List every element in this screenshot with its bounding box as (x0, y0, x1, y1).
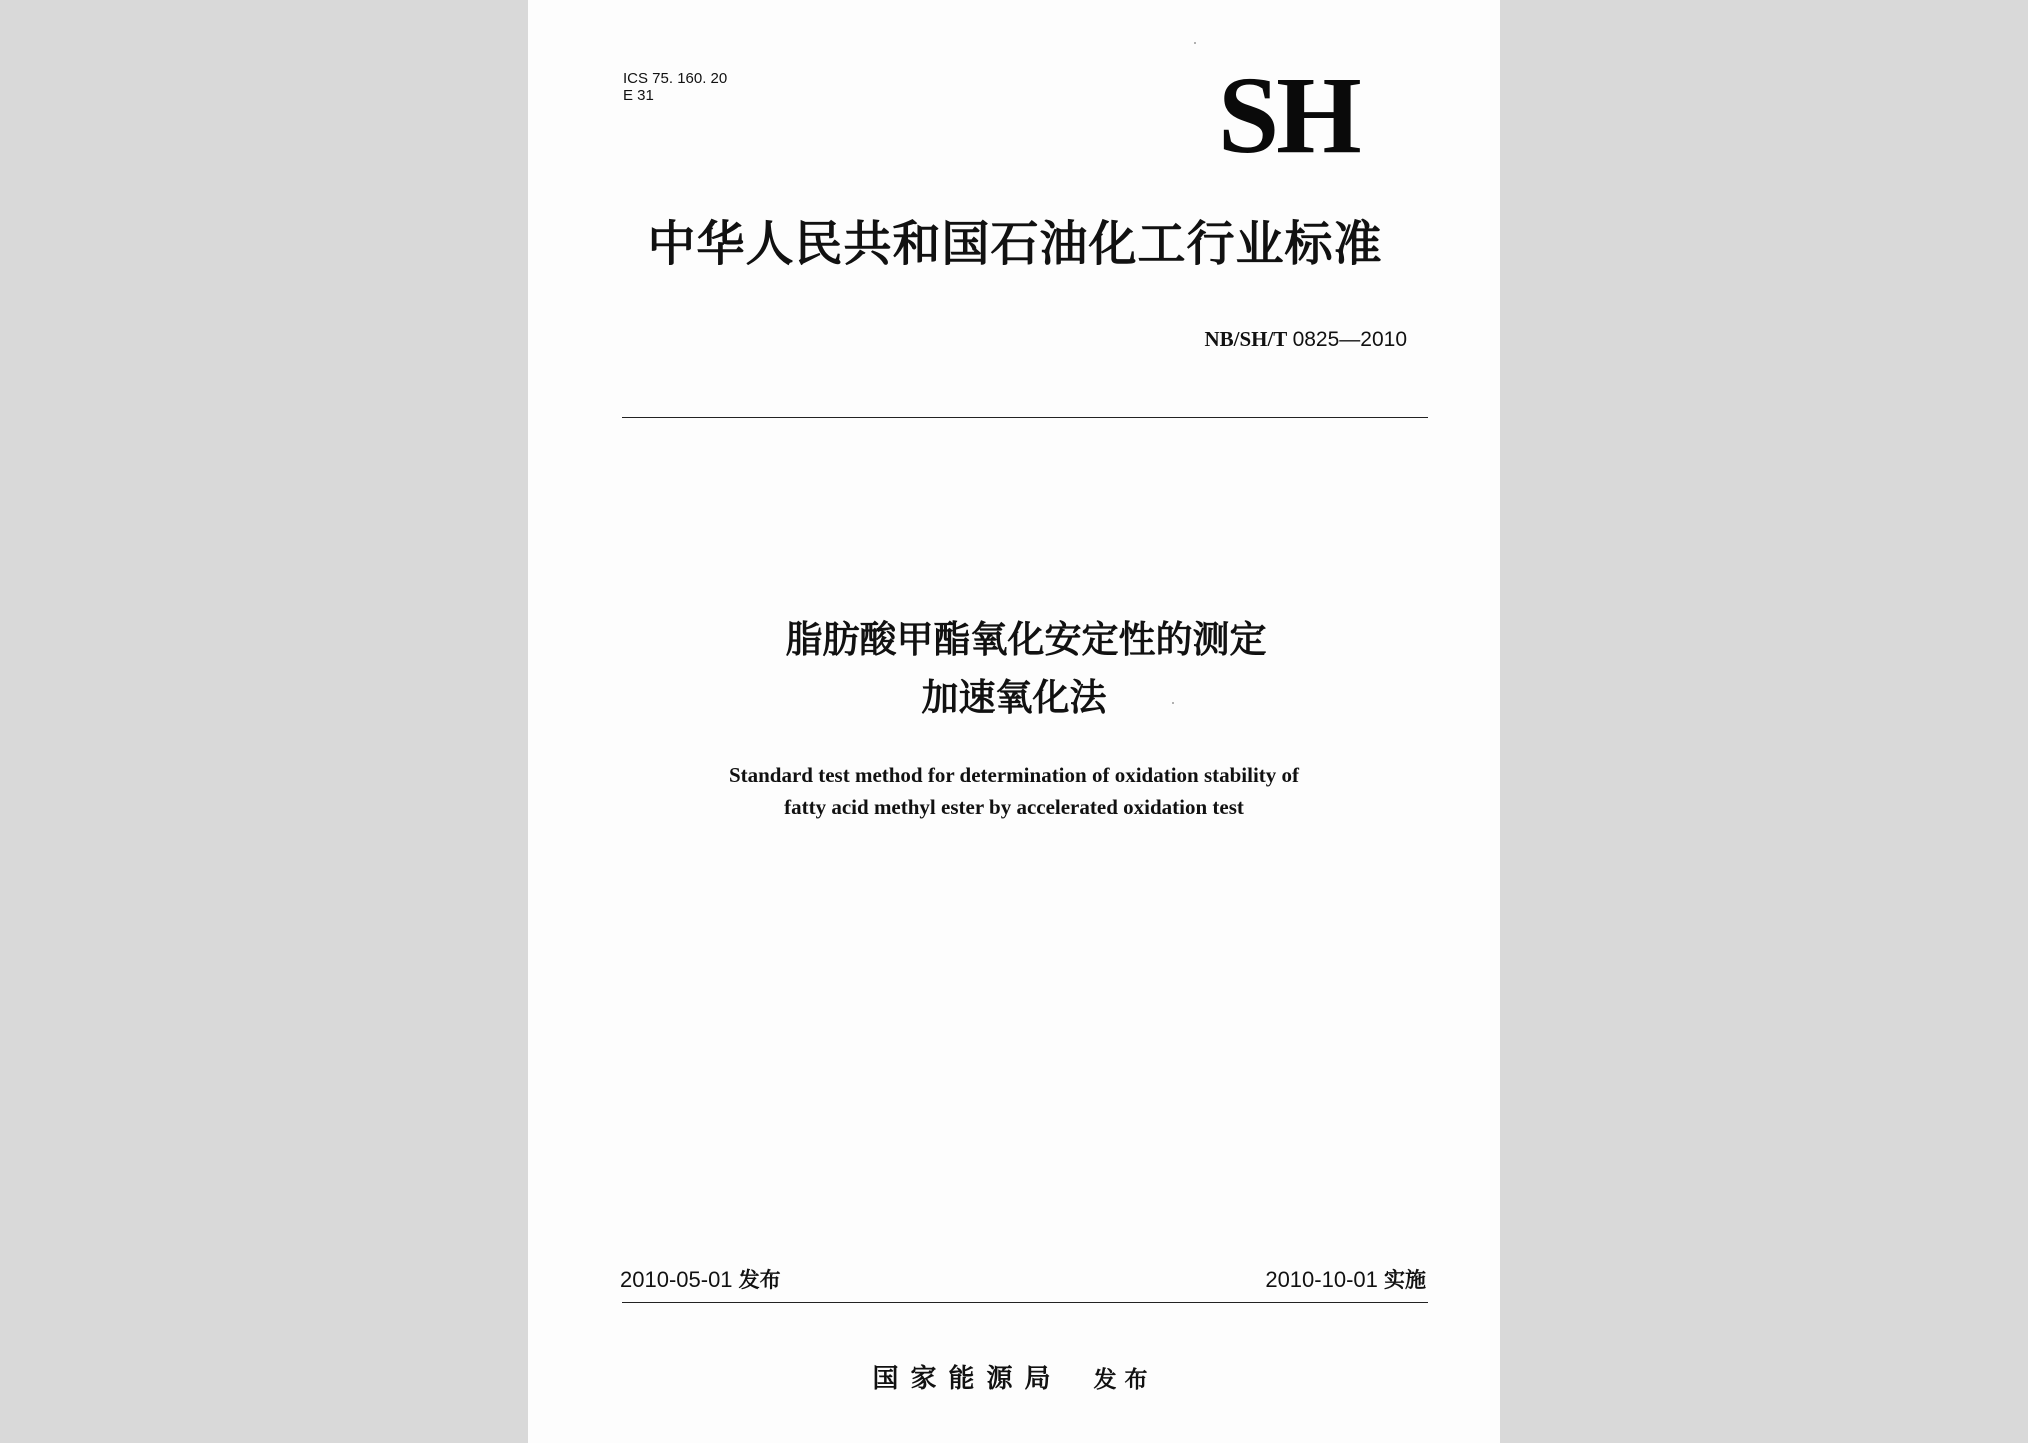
standard-prefix: NB/SH/T (1204, 327, 1288, 351)
issue-date (620, 1266, 781, 1294)
classification-codes (623, 70, 727, 104)
document-page (528, 0, 1500, 1443)
issuer-action: 发布 (1093, 1367, 1156, 1393)
header-divider (622, 417, 1428, 418)
scan-speck (1194, 42, 1196, 44)
ccs-code: E 31 (623, 87, 654, 104)
issue-date-label: 发布 (738, 1268, 781, 1292)
issue-date-value: 2010-05-01 (620, 1267, 733, 1292)
ics-code: ICS 75. 160. 20 (623, 70, 728, 87)
implementation-date-label: 实施 (1384, 1268, 1426, 1292)
implementation-date-value: 2010-10-01 (1265, 1267, 1378, 1292)
standard-category-name: 中华人民共和国石油化工行业标准 (647, 216, 1383, 272)
sh-logo: SH (1218, 54, 1359, 176)
title-english-line-1: Standard test method for determination of oxidation stability of (728, 763, 1300, 787)
title-chinese-line-1: 脂肪酸甲酯氧化安定性的测定 (785, 618, 1267, 661)
issuing-authority (528, 1362, 1500, 1397)
footer-divider (622, 1302, 1428, 1303)
scan-speck (1172, 702, 1174, 704)
standard-number (1204, 327, 1407, 352)
implementation-date (1265, 1266, 1426, 1294)
title-chinese-line-2: 加速氧化法 (921, 676, 1107, 719)
standard-code: 0825—2010 (1292, 328, 1407, 351)
title-english-line-2: fatty acid methyl ester by accelerated oxidation test (784, 795, 1244, 819)
issuer-name: 国家能源局 (872, 1364, 1063, 1394)
